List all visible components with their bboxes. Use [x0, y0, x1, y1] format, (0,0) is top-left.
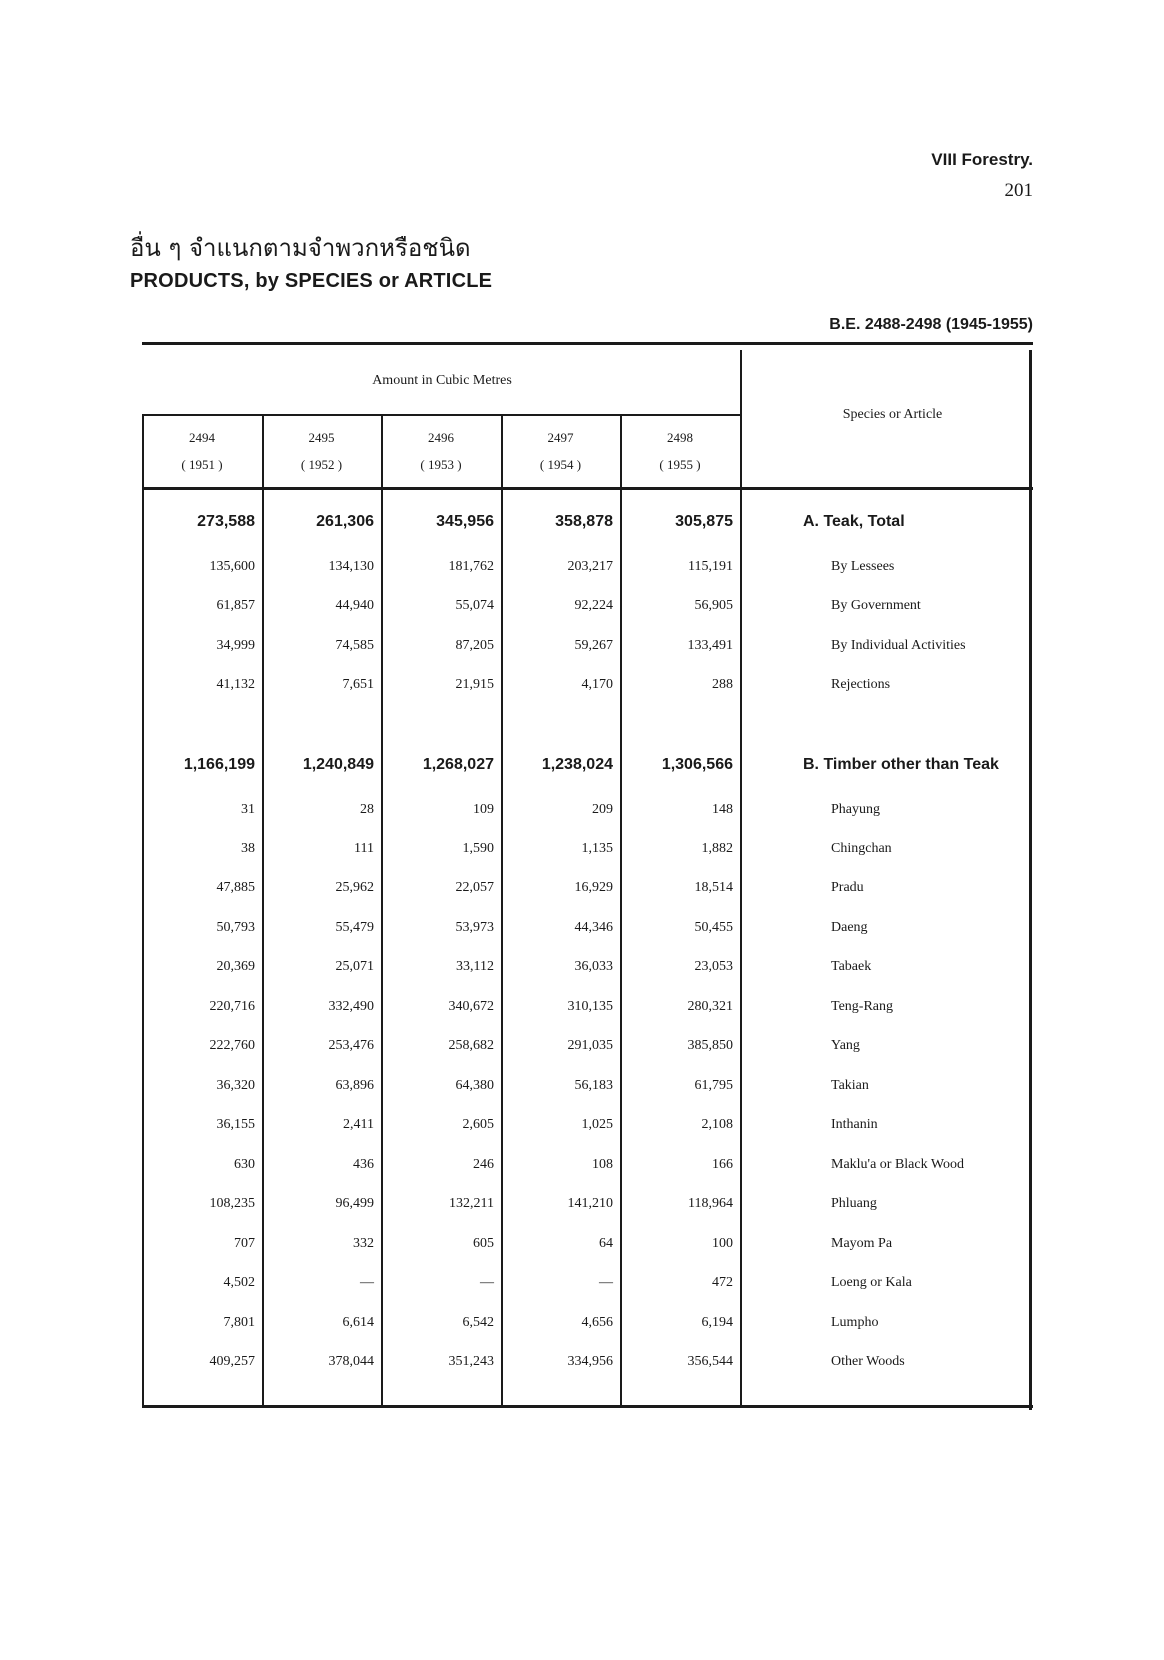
- table-cell: 50,455: [694, 920, 733, 935]
- column-divider: [740, 490, 742, 1405]
- table-cell: 74,585: [335, 638, 374, 653]
- table-cell: 25,962: [335, 880, 374, 895]
- table-cell: 4,656: [581, 1315, 613, 1330]
- table-cell: 310,135: [567, 999, 613, 1014]
- row-label: By Lessees: [831, 559, 895, 574]
- table-cell: 59,267: [574, 638, 613, 653]
- row-label: Maklu'a or Black Wood: [831, 1157, 964, 1172]
- table-cell: 22,057: [455, 880, 494, 895]
- table-cell: 409,257: [209, 1354, 255, 1369]
- species-header: Species or Article: [842, 407, 943, 422]
- table-cell: 181,762: [448, 559, 494, 574]
- table-cell: 246: [473, 1157, 494, 1172]
- table-cell: 111: [354, 841, 374, 856]
- column-divider: [501, 490, 503, 1405]
- row-label: By Government: [831, 598, 921, 613]
- table-cell: 332,490: [328, 999, 374, 1014]
- table-cell: 108: [592, 1157, 613, 1172]
- year-header-be: 2498: [667, 430, 693, 445]
- table-bottom-rule: [142, 1405, 1033, 1408]
- table-cell: 436: [353, 1157, 374, 1172]
- total-cell: 1,240,849: [302, 756, 374, 773]
- row-label: Loeng or Kala: [831, 1275, 912, 1290]
- table-cell: 133,491: [687, 638, 733, 653]
- group-label: B. Timber other than Teak: [803, 756, 999, 773]
- table-cell: 53,973: [455, 920, 494, 935]
- table-cell: 351,243: [448, 1354, 494, 1369]
- row-label: Takian: [831, 1078, 869, 1093]
- table-cell: 41,132: [216, 677, 255, 692]
- table-cell: 36,155: [216, 1117, 255, 1132]
- year-header-be: 2496: [428, 430, 454, 445]
- table-cell: 385,850: [687, 1038, 733, 1053]
- table-cell: 630: [234, 1157, 255, 1172]
- table-cell: 96,499: [335, 1196, 374, 1211]
- year-header-be: 2494: [189, 430, 215, 445]
- row-label: Yang: [831, 1038, 860, 1053]
- table-cell: 334,956: [567, 1354, 613, 1369]
- year-header-ce: ( 1951 ): [181, 457, 223, 472]
- table-cell: 6,194: [701, 1315, 733, 1330]
- table-cell: 61,795: [694, 1078, 733, 1093]
- column-divider-species: [740, 350, 742, 490]
- total-cell: 273,588: [197, 513, 255, 530]
- table-cell: 132,211: [449, 1196, 494, 1211]
- table-cell: 50,793: [216, 920, 255, 935]
- group-label: A. Teak, Total: [803, 513, 905, 530]
- row-label: Daeng: [831, 920, 868, 935]
- column-divider: [262, 490, 264, 1405]
- table-cell: 280,321: [687, 999, 733, 1014]
- table-cell: 20,369: [216, 959, 255, 974]
- table-cell: 258,682: [448, 1038, 494, 1053]
- table-cell: 378,044: [328, 1354, 374, 1369]
- column-divider: [262, 414, 264, 490]
- table-cell: 92,224: [574, 598, 613, 613]
- table-cell: 332: [353, 1236, 374, 1251]
- table-title-thai: อื่น ๆ จำแนกตามจำพวกหรือชนิด: [130, 234, 471, 262]
- year-header-be: 2495: [308, 430, 335, 445]
- section-heading: VIII Forestry.: [931, 150, 1033, 169]
- table-cell: 44,940: [335, 598, 374, 613]
- table-cell: 18,514: [694, 880, 733, 895]
- table-cell: 7,801: [223, 1315, 255, 1330]
- table-cell: 135,600: [209, 559, 255, 574]
- table-cell: 63,896: [335, 1078, 374, 1093]
- table-cell: 291,035: [567, 1038, 613, 1053]
- column-divider: [142, 490, 144, 1405]
- table-cell: 115,191: [688, 559, 733, 574]
- table-cell: 356,544: [687, 1354, 733, 1369]
- year-header-ce: ( 1954 ): [539, 457, 582, 472]
- row-label: Phluang: [831, 1196, 877, 1211]
- table-cell: 47,885: [216, 880, 255, 895]
- table-cell: 2,108: [701, 1117, 733, 1132]
- column-divider: [620, 490, 622, 1405]
- table-cell: 23,053: [694, 959, 733, 974]
- table-cell: 2,605: [462, 1117, 494, 1132]
- period-label: B.E. 2488-2498 (1945-1955): [829, 316, 1033, 333]
- year-header-ce: ( 1953 ): [420, 457, 462, 472]
- total-cell: 261,306: [316, 513, 374, 530]
- table-cell: 2,411: [343, 1117, 374, 1132]
- table-cell: 4,502: [223, 1275, 255, 1290]
- row-label: Rejections: [831, 677, 891, 692]
- row-label: Chingchan: [831, 841, 892, 856]
- total-cell: 1,166,199: [183, 756, 255, 773]
- table-cell: 44,346: [574, 920, 613, 935]
- table-cell: 34,999: [216, 638, 255, 653]
- total-cell: 1,238,024: [541, 756, 613, 773]
- year-header-ce: ( 1952 ): [300, 457, 343, 472]
- table-cell: —: [360, 1275, 374, 1290]
- table-cell: 605: [473, 1236, 494, 1251]
- row-label: Phayung: [831, 802, 880, 817]
- table-right-border: [1029, 350, 1032, 1410]
- table-cell: 36,320: [216, 1078, 255, 1093]
- table-title-english: PRODUCTS, by SPECIES or ARTICLE: [130, 270, 493, 292]
- table-cell: 7,651: [342, 677, 374, 692]
- row-label: Pradu: [831, 880, 864, 895]
- table-cell: 209: [592, 802, 613, 817]
- table-cell: 707: [234, 1236, 255, 1251]
- table-cell: 64,380: [455, 1078, 494, 1093]
- amount-header-rule: [142, 414, 740, 416]
- table-cell: 28: [360, 802, 374, 817]
- column-divider: [381, 414, 383, 490]
- table-cell: 340,672: [448, 999, 494, 1014]
- table-cell: 100: [712, 1236, 733, 1251]
- table-cell: 109: [473, 802, 494, 817]
- table-cell: 33,112: [456, 959, 494, 974]
- row-label: Other Woods: [831, 1354, 905, 1369]
- table-cell: 21,915: [455, 677, 494, 692]
- column-divider: [501, 414, 503, 490]
- table-cell: 6,542: [462, 1315, 494, 1330]
- table-cell: 1,882: [701, 841, 733, 856]
- table-cell: 1,025: [581, 1117, 613, 1132]
- table-cell: 141,210: [567, 1196, 613, 1211]
- table-cell: 55,074: [455, 598, 494, 613]
- table-cell: 4,170: [581, 677, 613, 692]
- table-cell: 64: [599, 1236, 613, 1251]
- total-cell: 1,306,566: [661, 756, 733, 773]
- table-cell: 118,964: [688, 1196, 733, 1211]
- table-cell: 55,479: [335, 920, 374, 935]
- page-number: 201: [1004, 180, 1033, 201]
- column-divider: [620, 414, 622, 490]
- row-label: Inthanin: [831, 1117, 878, 1132]
- table-cell: 220,716: [209, 999, 255, 1014]
- row-label: Tabaek: [831, 959, 872, 974]
- table-cell: 31: [241, 802, 255, 817]
- column-divider: [381, 490, 383, 1405]
- year-header-ce: ( 1955 ): [659, 457, 701, 472]
- table-cell: 148: [712, 802, 733, 817]
- table-cell: 222,760: [209, 1038, 255, 1053]
- table-cell: 56,905: [694, 598, 733, 613]
- table-cell: 25,071: [335, 959, 374, 974]
- total-cell: 1,268,027: [422, 756, 494, 773]
- table-cell: 472: [712, 1275, 733, 1290]
- table-cell: 134,130: [328, 559, 374, 574]
- table-cell: 253,476: [328, 1038, 374, 1053]
- header-bottom-rule: [142, 487, 1033, 490]
- amount-header: Amount in Cubic Metres: [372, 373, 512, 388]
- total-cell: 305,875: [675, 513, 733, 530]
- table-cell: 38: [241, 841, 255, 856]
- table-cell: 56,183: [574, 1078, 613, 1093]
- row-label: Teng-Rang: [831, 999, 894, 1014]
- table-cell: 1,135: [581, 841, 613, 856]
- table-top-rule: [142, 342, 1033, 345]
- table-cell: 61,857: [216, 598, 255, 613]
- year-header-be: 2497: [547, 430, 574, 445]
- table-cell: 87,205: [455, 638, 494, 653]
- table-cell: 1,590: [462, 841, 494, 856]
- table-cell: 203,217: [567, 559, 613, 574]
- table-cell: —: [480, 1275, 494, 1290]
- table-cell: —: [599, 1275, 613, 1290]
- row-label: Lumpho: [831, 1315, 879, 1330]
- total-cell: 345,956: [436, 513, 494, 530]
- table-cell: 108,235: [209, 1196, 255, 1211]
- table-cell: 36,033: [574, 959, 613, 974]
- row-label: Mayom Pa: [831, 1236, 893, 1251]
- table-cell: 166: [712, 1157, 733, 1172]
- table-cell: 288: [712, 677, 733, 692]
- table-cell: 16,929: [574, 880, 613, 895]
- row-label: By Individual Activities: [831, 638, 966, 653]
- total-cell: 358,878: [555, 513, 613, 530]
- table-left-border: [142, 414, 144, 490]
- table-cell: 6,614: [342, 1315, 374, 1330]
